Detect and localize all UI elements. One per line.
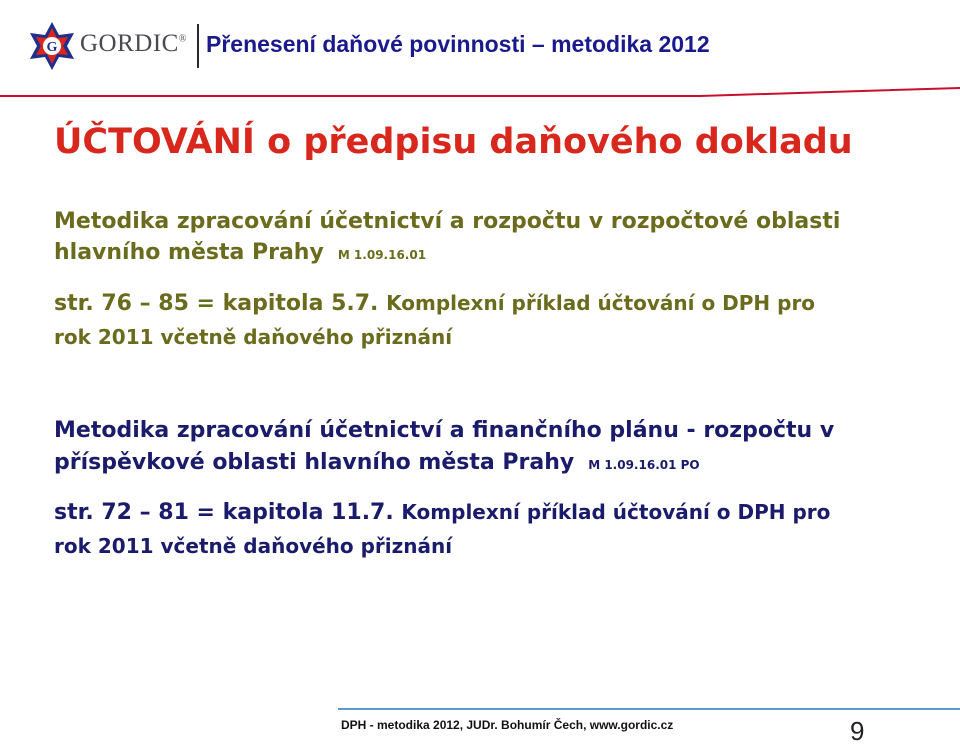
methodology-1-ref: M 1.09.16.01 xyxy=(337,248,427,262)
methodology-2-pages-range: str. 72 – 81 = kapitola 11.7. xyxy=(54,500,394,525)
methodology-1-line1: Metodika zpracování účetnictví a rozpočtu v rozpočtové oblasti xyxy=(54,209,841,234)
methodology-1-name: hlavního města Prahy xyxy=(54,240,324,265)
footer-divider xyxy=(338,708,960,710)
methodology-1-line2 xyxy=(54,240,426,265)
methodology-2-desc: Komplexní příklad účtování o DPH pro xyxy=(401,500,831,524)
logo-wordmark: GORDIC® xyxy=(80,30,187,57)
gordic-logo-icon xyxy=(26,20,78,72)
slide-title: ÚČTOVÁNÍ o předpisu daňového dokladu xyxy=(54,122,853,162)
slide-header xyxy=(0,0,960,96)
footer-text: DPH - metodika 2012, JUDr. Bohumír Čech, www.gordic.cz xyxy=(341,718,674,732)
svg-text:G: G xyxy=(46,40,58,55)
methodology-1-pages xyxy=(54,291,815,316)
methodology-2-line2 xyxy=(54,450,700,475)
methodology-2-pages xyxy=(54,500,830,525)
header-rule xyxy=(0,82,960,98)
methodology-2-line1: Metodika zpracování účetnictví a finančního plánu - rozpočtu v xyxy=(54,418,835,443)
header-title: Přenesení daňové povinnosti – metodika 2012 xyxy=(206,31,710,57)
methodology-1-desc2: rok 2011 včetně daňového přiznání xyxy=(54,325,453,349)
methodology-1-desc: Komplexní příklad účtování o DPH pro xyxy=(386,291,816,315)
methodology-2-name: příspěvkové oblasti hlavního města Prahy xyxy=(54,450,575,475)
header-divider xyxy=(197,24,199,68)
methodology-2-ref: M 1.09.16.01 PO xyxy=(588,458,700,472)
methodology-1-pages-range: str. 76 – 85 = kapitola 5.7. xyxy=(54,291,379,316)
page-number: 9 xyxy=(850,716,865,746)
methodology-2-desc2: rok 2011 včetně daňového přiznání xyxy=(54,534,453,558)
